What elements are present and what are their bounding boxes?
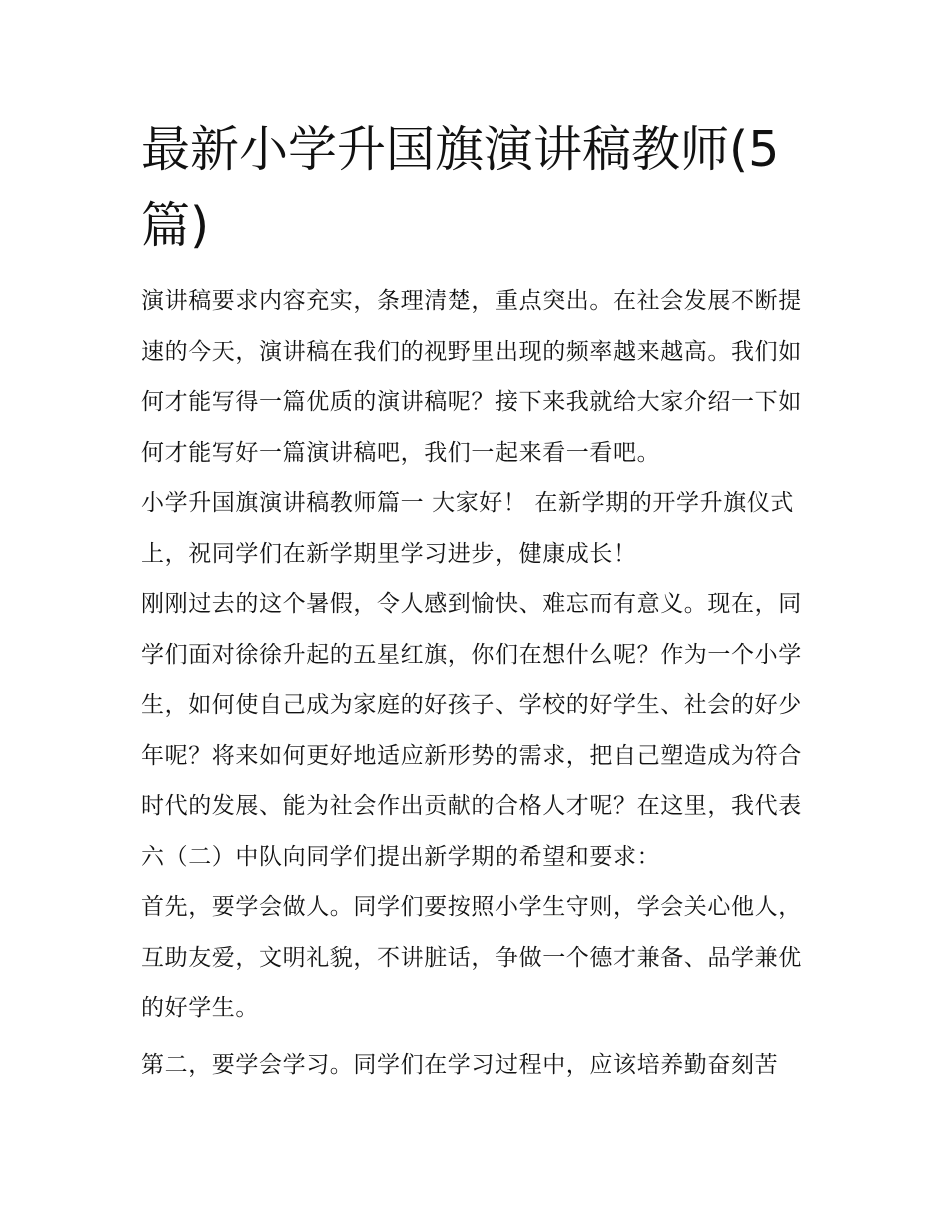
document-body [141, 276, 821, 1090]
document-title: 最新小学升国旗演讲稿教师(5篇) [141, 121, 780, 254]
paragraph-second-point: 第二，要学会学习。同学们在学习过程中，应该培养勤奋刻苦 [141, 1051, 779, 1078]
paragraph-intro: 演讲稿要求内容充实，条理清楚，重点突出。在社会发展不断提速的今天，演讲稿在我们的视野里出现的频率越来越高。我们如何才能写得一篇优质的演讲稿呢？接下来我就给大家介绍一下如何才能写好一篇演讲稿吧，我们一起来看一看吧。 [141, 288, 802, 466]
paragraph-summer: 刚刚过去的这个暑假，令人感到愉快、难忘而有意义。现在，同学们面对徐徐升起的五星红旗，你们在想什么呢？作为一个小学生，如何使自己成为家庭的好孩子、学校的好学生、社会的好少年呢？将来如何更好地适应新形势的需求，把自己塑造成为符合时代的发展、能为社会作出贡献的合格人才呢？在这里，我代表六（二）中队向同学们提出新学期的希望和要求： [141, 591, 802, 870]
paragraph-first-point: 首先，要学会做人。同学们要按照小学生守则，学会关心他人，互助友爱，文明礼貌，不讲脏话，争做一个德才兼备、品学兼优的好学生。 [141, 894, 802, 1021]
paragraph-greeting: 小学升国旗演讲稿教师篇一 大家好！ 在新学期的开学升旗仪式上，祝同学们在新学期里学习进步，健康成长！ [141, 490, 795, 567]
